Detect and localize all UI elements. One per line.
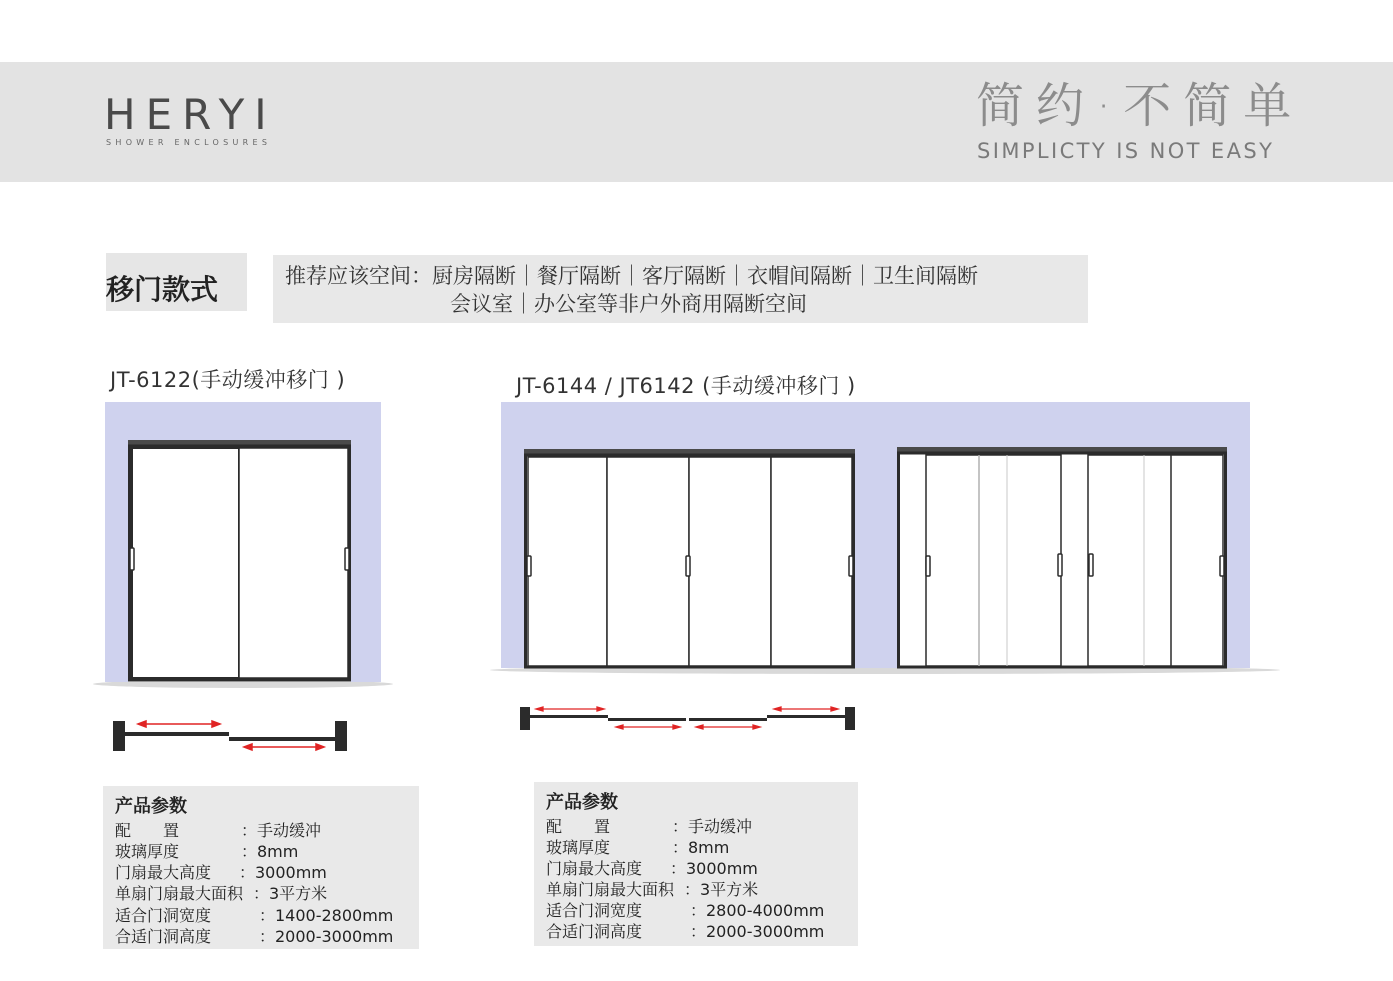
param-row: 配 置 ：手动缓冲 [546,817,753,836]
brand-subtitle: SHOWER ENCLOSURES [106,138,272,147]
param-row: 单扇门扇最大面积 ：3平方米 [115,884,328,903]
product-2-params-title: 产品参数 [546,792,618,813]
section-title: 移门款式 [106,273,219,306]
slogan-english: SIMPLICTY IS NOT EASY [977,139,1275,163]
product-2-params-panel [534,782,858,946]
param-row: 适合门洞宽度 ：1400-2800mm [115,906,394,925]
param-row: 玻璃厚度 ：8mm [546,838,730,857]
param-row: 配 置 ：手动缓冲 [115,821,322,840]
recommend-line-2: 会议室｜办公室等非户外商用隔断空间 [450,292,807,316]
product-2-model: JT-6144 / JT6142 (手动缓冲移门 ) [516,374,856,398]
brand-logo: HERYI [104,90,277,139]
product-1-params-title: 产品参数 [115,796,187,817]
recommend-line-1: 推荐应该空间：厨房隔断｜餐厅隔断｜客厅隔断｜衣帽间隔断｜卫生间隔断 [285,264,978,288]
param-row: 玻璃厚度 ：8mm [115,842,299,861]
param-row: 合适门洞高度 ：2000-3000mm [115,927,394,946]
product-1-model: JT-6122(手动缓冲移门 ) [110,368,346,392]
param-row: 合适门洞高度 ：2000-3000mm [546,922,825,941]
param-row: 适合门洞宽度 ：2800-4000mm [546,901,825,920]
param-row: 门扇最大高度 ：3000mm [115,863,327,882]
param-row: 门扇最大高度 ：3000mm [546,859,758,878]
slogan-chinese: 简约·不简单 [976,78,1304,134]
param-row: 单扇门扇最大面积 ：3平方米 [546,880,759,899]
